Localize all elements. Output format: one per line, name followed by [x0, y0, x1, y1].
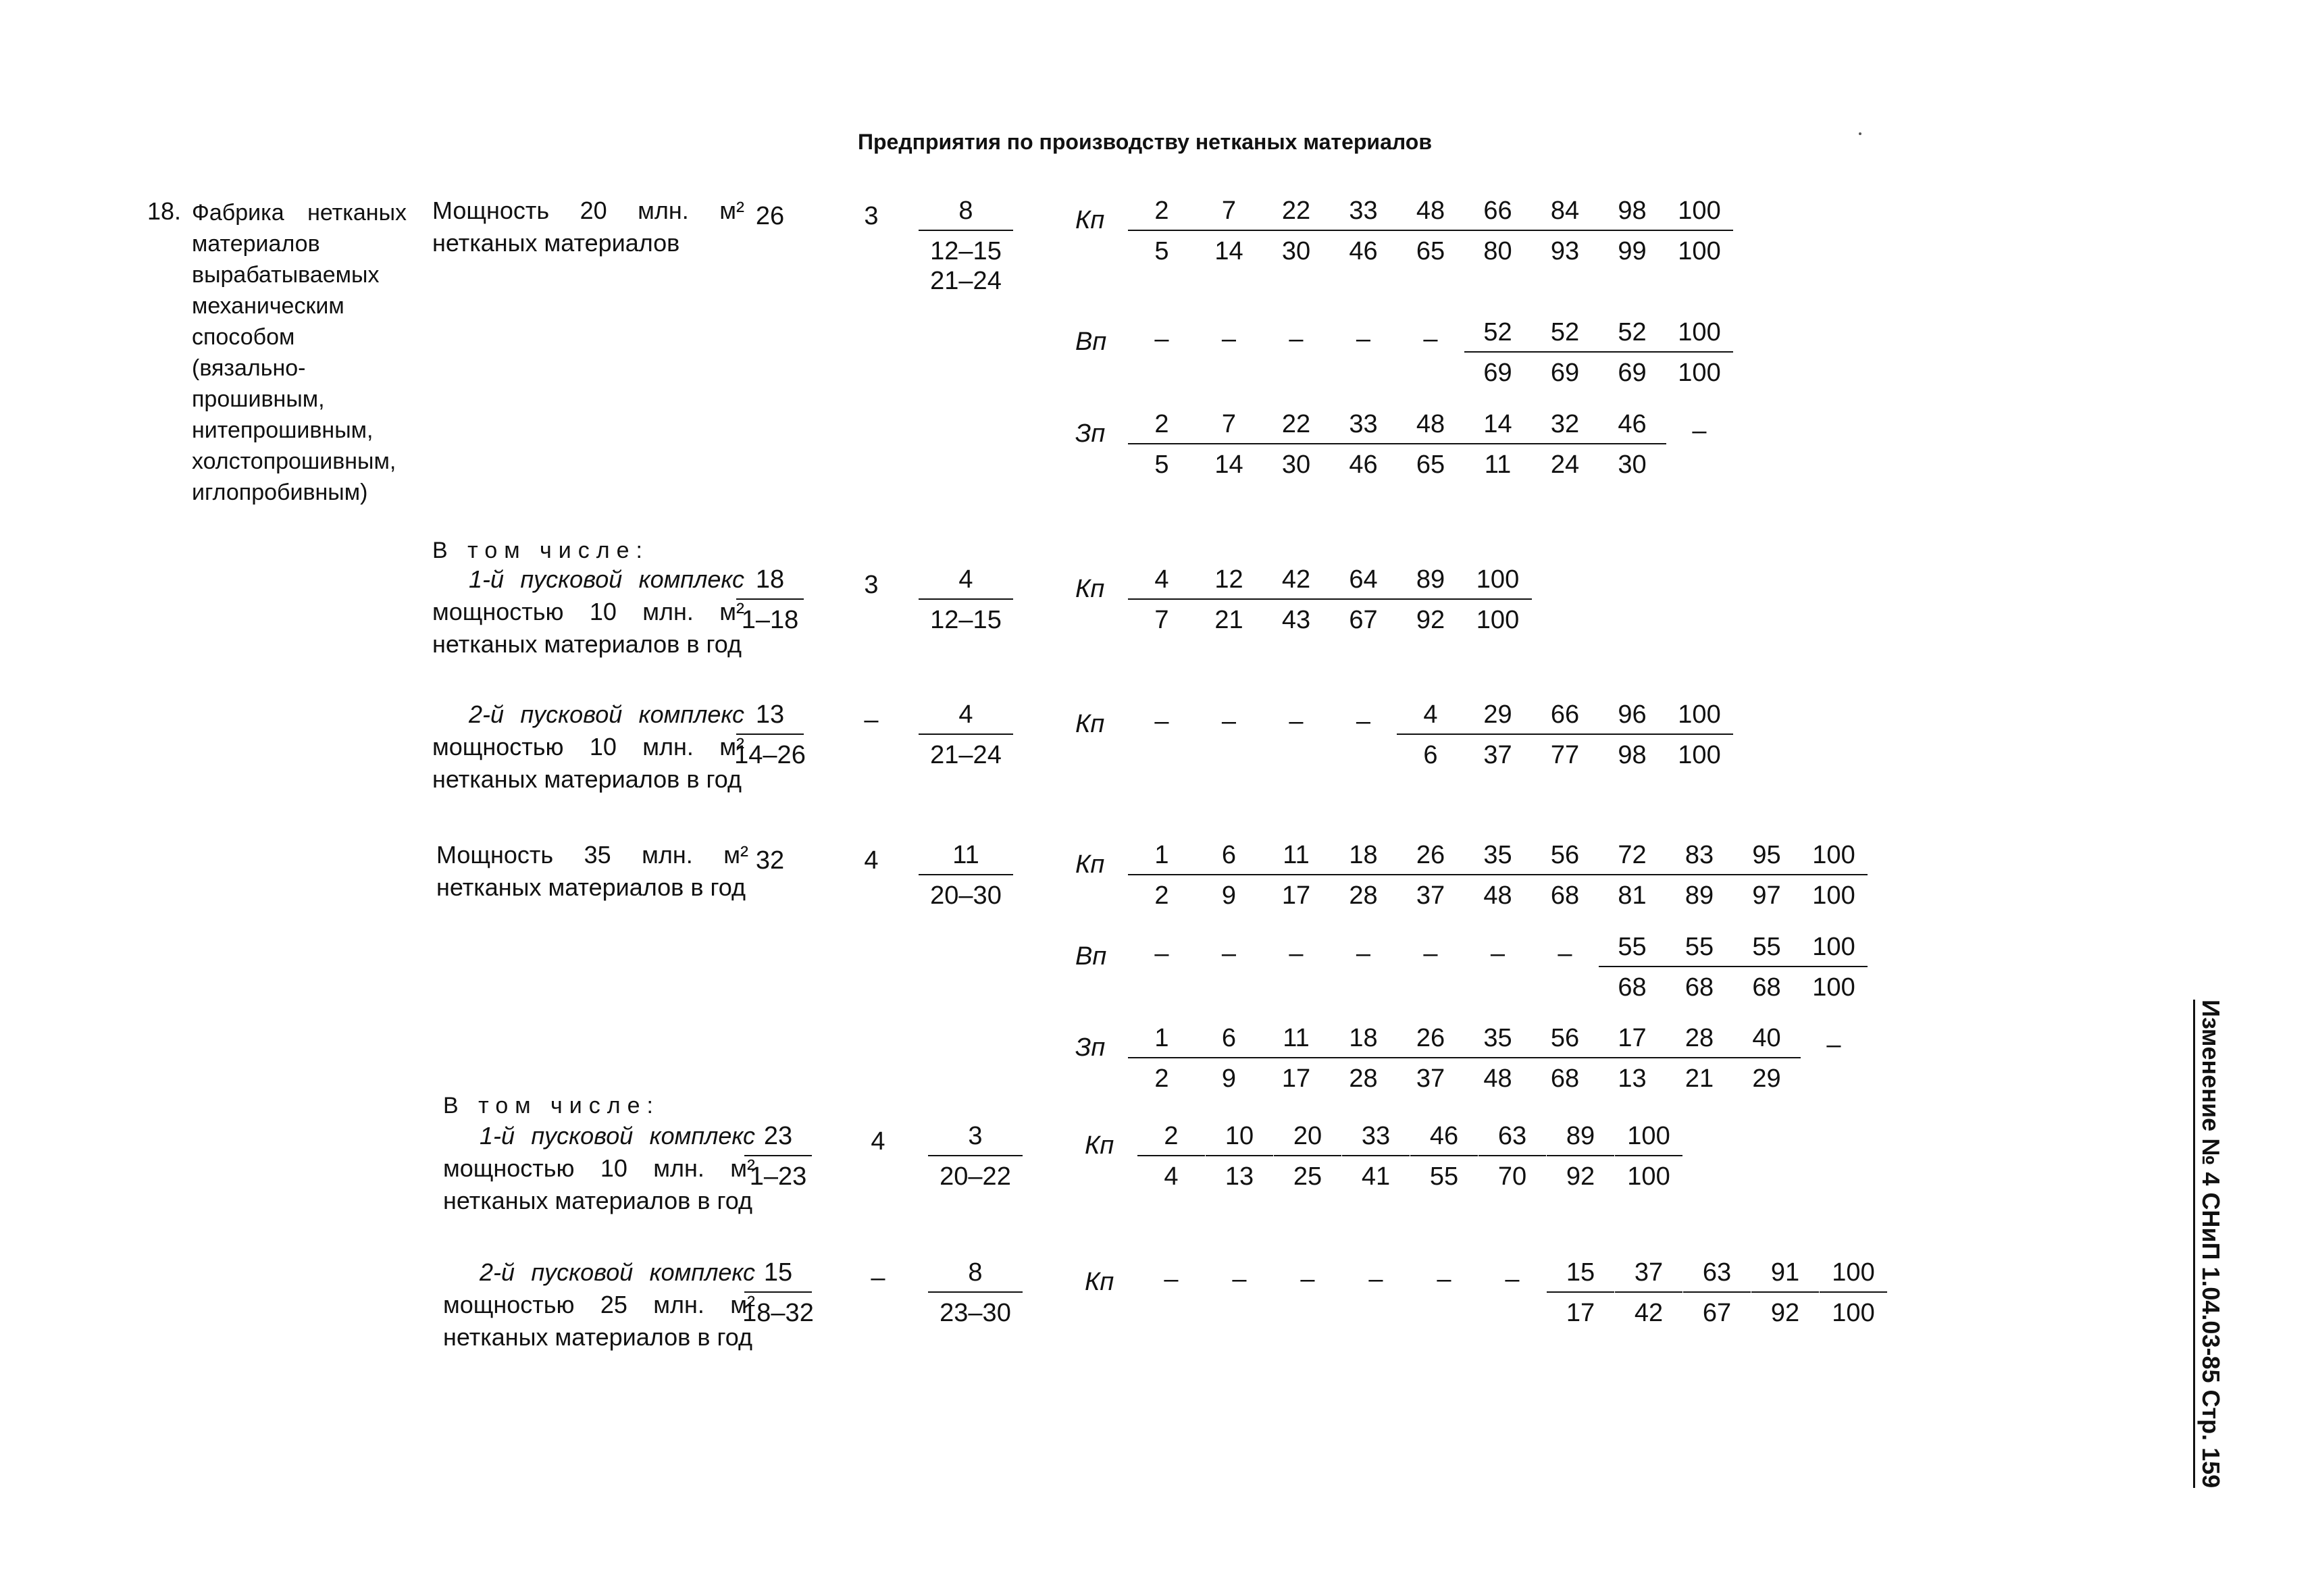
- percent-fraction: [1458, 565, 1539, 635]
- denominator: 25: [1293, 1162, 1322, 1191]
- numerator: 48: [1397, 409, 1464, 444]
- numerator: 22: [1262, 196, 1330, 231]
- denominator: 65: [1416, 451, 1445, 479]
- block-description: 1-й пусковой комплекс мощностью 10 млн. м² нетканых материалов в год: [443, 1122, 755, 1214]
- column-1-fraction: [729, 565, 811, 635]
- empty-cell: –: [1154, 939, 1169, 968]
- numerator: 11: [919, 840, 1013, 875]
- numerator: 100: [1666, 196, 1733, 231]
- numerator: 18: [1330, 840, 1397, 875]
- numerator: 100: [1666, 317, 1733, 353]
- denominator: 55: [1429, 1162, 1459, 1191]
- page-title: Предприятия по производству нетканых материалов: [857, 130, 1433, 154]
- numerator: 100: [1666, 700, 1733, 735]
- empty-cell: –: [1356, 325, 1371, 353]
- percent-fraction: [1813, 1258, 1894, 1328]
- empty-cell: –: [1368, 1265, 1383, 1293]
- numerator: 6: [1195, 1023, 1263, 1058]
- numerator: 1: [1128, 1023, 1195, 1058]
- empty-cell: –: [1423, 325, 1438, 353]
- denominator: 41: [1361, 1162, 1391, 1191]
- denominator: 18–32: [742, 1299, 814, 1327]
- numerator: 40: [1733, 1023, 1801, 1058]
- numerator: 63: [1479, 1121, 1546, 1156]
- numerator: 3: [928, 1121, 1023, 1156]
- empty-cell: –: [1154, 325, 1169, 353]
- percent-fraction: [1659, 700, 1740, 770]
- duration-fraction: [921, 1258, 1029, 1328]
- column-1-fraction: [729, 700, 811, 770]
- row-label: Кп: [1075, 575, 1105, 603]
- numerator: 6: [1195, 840, 1263, 875]
- duration-fraction: [912, 700, 1020, 770]
- column-1-value: 32: [755, 846, 785, 875]
- numerator: 4: [919, 700, 1013, 735]
- denominator: 100: [1678, 359, 1721, 387]
- empty-cell: –: [1154, 707, 1169, 736]
- row-label: Кп: [1075, 710, 1105, 738]
- numerator: 35: [1464, 1023, 1532, 1058]
- numerator: 56: [1531, 840, 1599, 875]
- empty-cell: –: [1232, 1265, 1247, 1293]
- denominator: 48: [1483, 881, 1512, 910]
- denominator: 100: [1627, 1162, 1670, 1191]
- numerator: 100: [1800, 840, 1868, 875]
- empty-cell: –: [1289, 939, 1304, 968]
- numerator: 11: [1262, 1023, 1330, 1058]
- denominator: 14: [1214, 451, 1243, 479]
- denominator: 29: [1752, 1064, 1781, 1093]
- side-note: [2195, 1000, 2229, 1513]
- denominator: 81: [1618, 881, 1647, 910]
- numerator: 4: [1128, 565, 1195, 600]
- denominator: 68: [1618, 973, 1647, 1002]
- denominator: 100: [1678, 237, 1721, 265]
- row-label: Кп: [1075, 850, 1105, 879]
- numerator: 8: [919, 196, 1013, 231]
- numerator: 95: [1733, 840, 1801, 875]
- percent-fraction: [1793, 840, 1874, 910]
- denominator: 9: [1221, 1064, 1237, 1093]
- numerator: 29: [1464, 700, 1532, 735]
- numerator: 2: [1137, 1121, 1205, 1156]
- denominator: 77: [1550, 741, 1580, 769]
- denominator: 98: [1618, 741, 1647, 769]
- numerator: 100: [1464, 565, 1532, 600]
- numerator: 11: [1262, 840, 1330, 875]
- numerator: 32: [1531, 409, 1599, 444]
- denominator: 14–26: [734, 741, 806, 769]
- numerator: 35: [1464, 840, 1532, 875]
- numerator: 66: [1531, 700, 1599, 735]
- complex-name: 1-й пусковой комплекс: [469, 565, 744, 593]
- denominator: 17: [1281, 1064, 1311, 1093]
- denominator: 37: [1416, 1064, 1445, 1093]
- item-name: Фабрика нетканых материалов вырабатываемых механическим способом (вязально-прошивным, нитепрошивным, холстопрошивным, иглопробивным): [192, 200, 407, 505]
- denominator: 68: [1550, 881, 1580, 910]
- empty-cell: –: [1289, 707, 1304, 736]
- row-label: Кп: [1085, 1131, 1114, 1160]
- denominator: 21: [1685, 1064, 1714, 1093]
- column-1-value: 26: [755, 202, 785, 230]
- denominator: 99: [1618, 237, 1647, 265]
- block-description: 2-й пусковой комплекс мощностью 10 млн. м² нетканых материалов в год: [432, 700, 744, 793]
- numerator: 15: [1547, 1258, 1614, 1293]
- denominator: 1–18: [741, 606, 799, 634]
- denominator: 20–22: [940, 1162, 1011, 1191]
- denominator: 13: [1225, 1162, 1254, 1191]
- column-2-value: –: [864, 706, 879, 734]
- numerator: 63: [1683, 1258, 1751, 1293]
- denominator: 68: [1752, 973, 1781, 1002]
- percent-fraction: [1659, 317, 1740, 388]
- duration-fraction: [912, 840, 1020, 910]
- empty-cell: –: [1221, 939, 1237, 968]
- duration-fraction: [921, 1121, 1029, 1191]
- numerator: 96: [1599, 700, 1666, 735]
- empty-cell: –: [1221, 325, 1237, 353]
- column-2-value: 4: [864, 846, 879, 875]
- numerator: 23: [744, 1121, 812, 1156]
- denominator: 100: [1678, 741, 1721, 769]
- block-description: 2-й пусковой комплекс мощностью 25 млн. м² нетканых материалов в год: [443, 1258, 755, 1351]
- numerator: 48: [1397, 196, 1464, 231]
- denominator: 9: [1221, 881, 1237, 910]
- denominator: 30: [1281, 237, 1311, 265]
- percent-fraction: [1659, 196, 1740, 266]
- column-2-value: 3: [864, 202, 879, 230]
- numerator: 42: [1262, 565, 1330, 600]
- denominator: 20–30: [930, 881, 1002, 910]
- denominator: 68: [1685, 973, 1714, 1002]
- denominator: 28: [1349, 1064, 1378, 1093]
- numerator: 100: [1800, 932, 1868, 967]
- block-description: 1-й пусковой комплекс мощностью 10 млн. м² нетканых материалов в год: [432, 565, 744, 658]
- denominator: 17: [1281, 881, 1311, 910]
- denominator: 68: [1550, 1064, 1580, 1093]
- numerator: 100: [1820, 1258, 1887, 1293]
- numerator: 28: [1666, 1023, 1733, 1058]
- denominator: 7: [1154, 606, 1169, 634]
- row-label: Зп: [1075, 1033, 1106, 1062]
- denominator: 48: [1483, 1064, 1512, 1093]
- numerator: 2: [1128, 409, 1195, 444]
- denominator: 14: [1214, 237, 1243, 265]
- numerator: 4: [919, 565, 1013, 600]
- denominator: 42: [1634, 1299, 1664, 1327]
- denominator: 30: [1281, 451, 1311, 479]
- denominator: 67: [1349, 606, 1378, 634]
- empty-cell: –: [1490, 939, 1506, 968]
- denominator: 5: [1154, 237, 1169, 265]
- numerator: 64: [1330, 565, 1397, 600]
- empty-cell: –: [1221, 707, 1237, 736]
- denominator: 46: [1349, 237, 1378, 265]
- numerator: 56: [1531, 1023, 1599, 1058]
- section-heading: В том числе:: [443, 1093, 660, 1118]
- numerator: 52: [1599, 317, 1666, 353]
- empty-cell: –: [1826, 1031, 1841, 1059]
- denominator: 6: [1423, 741, 1438, 769]
- denominator: 21: [1214, 606, 1243, 634]
- numerator: 46: [1410, 1121, 1478, 1156]
- numerator: 84: [1531, 196, 1599, 231]
- numerator: 20: [1274, 1121, 1341, 1156]
- denominator: 43: [1281, 606, 1311, 634]
- numerator: 22: [1262, 409, 1330, 444]
- numerator: 12: [1195, 565, 1263, 600]
- empty-cell: –: [1300, 1265, 1315, 1293]
- numerator: 15: [744, 1258, 812, 1293]
- numerator: 4: [1397, 700, 1464, 735]
- column-2-value: –: [871, 1264, 885, 1292]
- numerator: 26: [1397, 1023, 1464, 1058]
- numerator: 89: [1547, 1121, 1614, 1156]
- denominator: 89: [1685, 881, 1714, 910]
- numerator: 26: [1397, 840, 1464, 875]
- block-description: Мощность 35 млн. м² нетканых материалов в год: [436, 841, 748, 901]
- numerator: 52: [1531, 317, 1599, 353]
- denominator: 12–15: [930, 606, 1002, 634]
- denominator: 100: [1812, 973, 1855, 1002]
- numerator: 89: [1397, 565, 1464, 600]
- numerator: 66: [1464, 196, 1532, 231]
- numerator: 14: [1464, 409, 1532, 444]
- denominator: 28: [1349, 881, 1378, 910]
- block-description: Мощность 20 млн. м² нетканых материалов: [432, 197, 744, 257]
- complex-name: 2-й пусковой комплекс: [469, 700, 744, 728]
- numerator: 33: [1342, 1121, 1410, 1156]
- item-number: 18.: [147, 197, 182, 225]
- denominator: 69: [1618, 359, 1647, 387]
- denominator: 4: [1164, 1162, 1179, 1191]
- numerator: 17: [1599, 1023, 1666, 1058]
- numerator: 7: [1195, 409, 1263, 444]
- denominator: 37: [1483, 741, 1512, 769]
- empty-cell: –: [1356, 939, 1371, 968]
- denominator: 69: [1550, 359, 1580, 387]
- numerator: 1: [1128, 840, 1195, 875]
- empty-cell: –: [1558, 939, 1572, 968]
- denominator: 17: [1566, 1299, 1595, 1327]
- denominator: 46: [1349, 451, 1378, 479]
- numerator: 83: [1666, 840, 1733, 875]
- denominator: 100: [1832, 1299, 1875, 1327]
- empty-cell: –: [1692, 417, 1707, 445]
- denominator-2: 21–24: [930, 267, 1002, 295]
- denominator: 67: [1702, 1299, 1732, 1327]
- percent-fraction: [1608, 1121, 1689, 1191]
- numerator: 13: [736, 700, 804, 735]
- numerator: 18: [1330, 1023, 1397, 1058]
- column-2-value: 3: [864, 571, 879, 599]
- numerator: 33: [1330, 196, 1397, 231]
- numerator: 91: [1751, 1258, 1819, 1293]
- denominator: 93: [1550, 237, 1580, 265]
- empty-cell: –: [1423, 939, 1438, 968]
- denominator: 92: [1566, 1162, 1595, 1191]
- denominator: 37: [1416, 881, 1445, 910]
- denominator: 2: [1154, 881, 1169, 910]
- denominator: 1–23: [749, 1162, 807, 1191]
- numerator: 18: [736, 565, 804, 600]
- column-1-fraction: [738, 1121, 819, 1191]
- denominator: 80: [1483, 237, 1512, 265]
- side-note-text: Изменение № 4 СНиП 1.04.03-85 Стр. 159: [2193, 1000, 2225, 1488]
- numerator: 10: [1206, 1121, 1273, 1156]
- column-1-fraction: [738, 1258, 819, 1328]
- complex-name: 2-й пусковой комплекс: [480, 1258, 755, 1286]
- empty-cell: –: [1289, 325, 1304, 353]
- denominator: 24: [1550, 451, 1580, 479]
- denominator: 100: [1476, 606, 1520, 634]
- numerator: 8: [928, 1258, 1023, 1293]
- denominator: 21–24: [930, 741, 1002, 769]
- empty-cell: –: [1505, 1265, 1520, 1293]
- denominator: 92: [1770, 1299, 1800, 1327]
- numerator: 7: [1195, 196, 1263, 231]
- denominator: 30: [1618, 451, 1647, 479]
- denominator: 5: [1154, 451, 1169, 479]
- row-label: Кп: [1075, 206, 1105, 234]
- numerator: 52: [1464, 317, 1532, 353]
- numerator: 100: [1615, 1121, 1682, 1156]
- empty-cell: –: [1356, 707, 1371, 736]
- denominator: 100: [1812, 881, 1855, 910]
- row-label: Вп: [1075, 328, 1107, 356]
- numerator: 33: [1330, 409, 1397, 444]
- empty-cell: –: [1164, 1265, 1179, 1293]
- numerator: 46: [1599, 409, 1666, 444]
- percent-fraction: [1793, 932, 1874, 1002]
- numerator: 37: [1615, 1258, 1682, 1293]
- denominator: 11: [1484, 451, 1512, 479]
- denominator: 13: [1618, 1064, 1647, 1093]
- numerator: 98: [1599, 196, 1666, 231]
- row-label: Зп: [1075, 419, 1106, 448]
- duration-fraction: [912, 196, 1020, 296]
- denominator: 97: [1752, 881, 1781, 910]
- numerator: 55: [1599, 932, 1666, 967]
- numerator: 55: [1666, 932, 1733, 967]
- row-label: Кп: [1085, 1268, 1114, 1296]
- section-heading: В том числе:: [432, 538, 649, 563]
- denominator: 65: [1416, 237, 1445, 265]
- denominator: 69: [1483, 359, 1512, 387]
- numerator: 55: [1733, 932, 1801, 967]
- denominator: 2: [1154, 1064, 1169, 1093]
- numerator: 72: [1599, 840, 1666, 875]
- column-2-value: 4: [871, 1127, 885, 1156]
- denominator: 92: [1416, 606, 1445, 634]
- numerator: 2: [1128, 196, 1195, 231]
- denominator: 23–30: [940, 1299, 1011, 1327]
- row-label: Вп: [1075, 942, 1107, 971]
- complex-name: 1-й пусковой комплекс: [480, 1122, 755, 1150]
- denominator: 70: [1497, 1162, 1527, 1191]
- duration-fraction: [912, 565, 1020, 635]
- empty-cell: –: [1437, 1265, 1451, 1293]
- denominator: 12–15: [930, 237, 1002, 265]
